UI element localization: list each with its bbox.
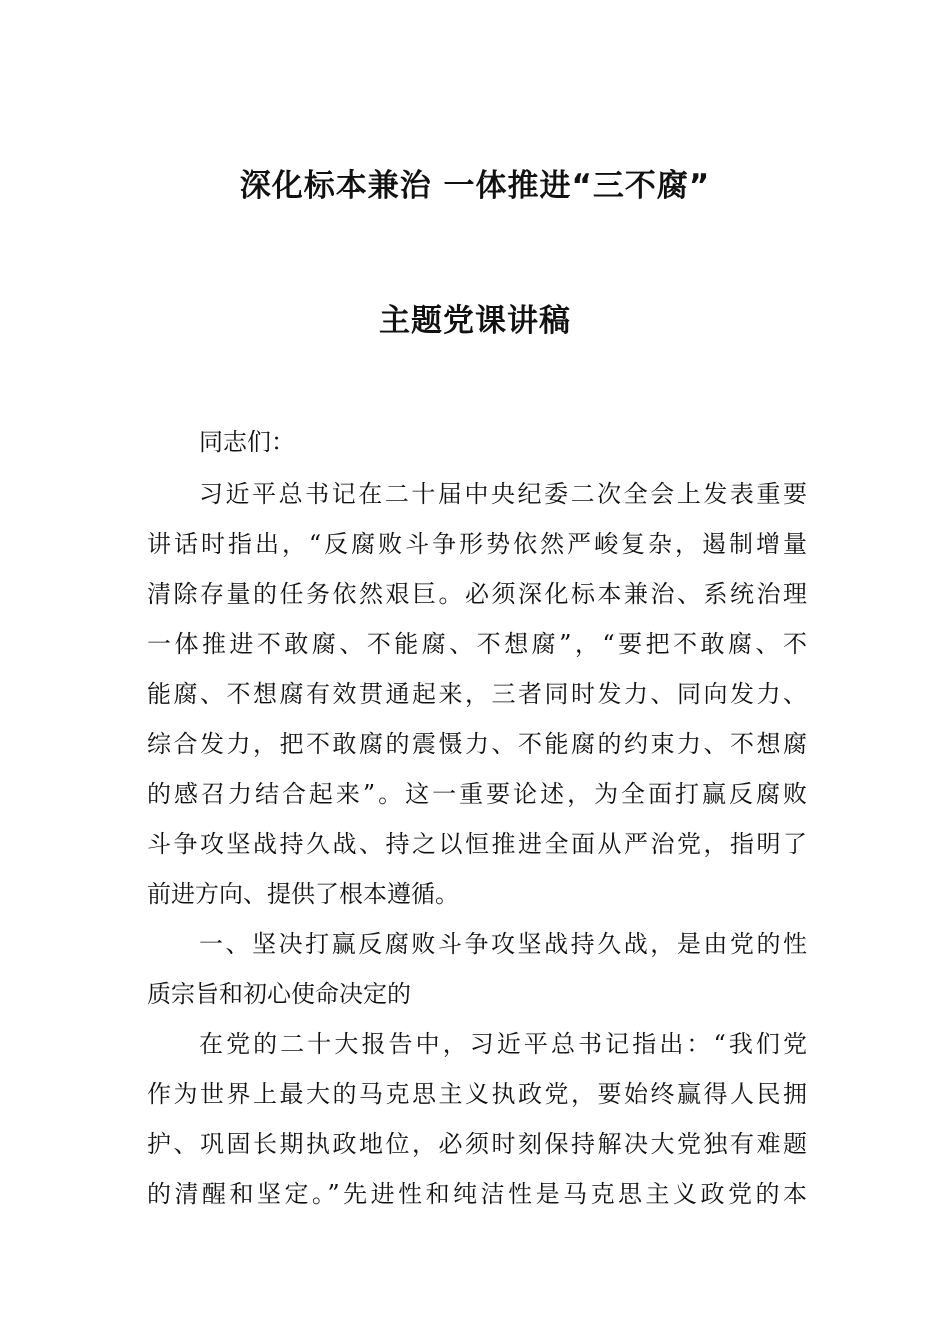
paragraph-line: 在党的二十大报告中，习近平总书记指出：“我们党 bbox=[199, 1030, 807, 1058]
paragraph-line: 一体推进不敢腐、不能腐、不想腐”，“要把不敢腐、不 bbox=[147, 630, 807, 658]
section-heading-line: 质宗旨和初心使命决定的 bbox=[147, 980, 411, 1008]
salutation: 同志们： bbox=[199, 428, 295, 456]
document-title-line-2: 主题党课讲稿 bbox=[379, 303, 571, 339]
paragraph-line: 的清醒和坚定。”先进性和纯洁性是马克思主义政党的本 bbox=[147, 1180, 807, 1208]
section-heading-line: 一、坚决打赢反腐败斗争攻坚战持久战，是由党的性 bbox=[199, 930, 807, 958]
paragraph-line: 能腐、不想腐有效贯通起来，三者同时发力、同向发力、 bbox=[147, 680, 807, 708]
paragraph-line: 护、巩固长期执政地位，必须时刻保持解决大党独有难题 bbox=[147, 1130, 807, 1158]
paragraph-line: 斗争攻坚战持久战、持之以恒推进全面从严治党，指明了 bbox=[147, 830, 807, 858]
document-title-line-1: 深化标本兼治 一体推进“三不腐” bbox=[239, 168, 711, 204]
paragraph-line: 的感召力结合起来”。这一重要论述，为全面打赢反腐败 bbox=[147, 780, 807, 808]
paragraph-line: 综合发力，把不敢腐的震慑力、不能腐的约束力、不想腐 bbox=[147, 730, 807, 758]
paragraph-line: 作为世界上最大的马克思主义执政党，要始终赢得人民拥 bbox=[147, 1080, 807, 1108]
paragraph-line: 讲话时指出，“反腐败斗争形势依然严峻复杂，遏制增量 bbox=[147, 530, 807, 558]
paragraph-line: 清除存量的任务依然艰巨。必须深化标本兼治、系统治理 bbox=[147, 580, 807, 608]
paragraph-line: 习近平总书记在二十届中央纪委二次全会上发表重要 bbox=[199, 480, 807, 508]
paragraph-line: 前进方向、提供了根本遵循。 bbox=[147, 880, 459, 908]
